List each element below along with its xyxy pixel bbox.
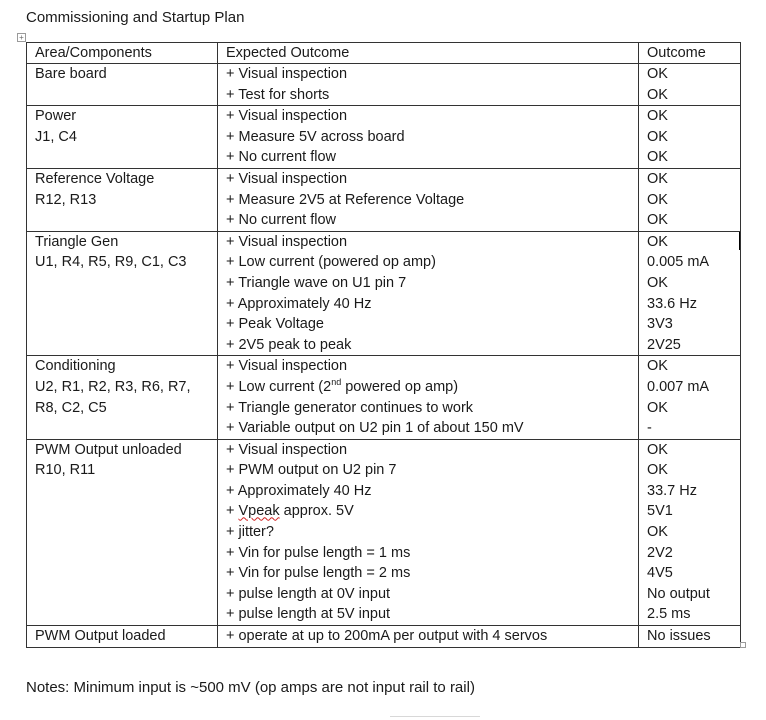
outcome-value: No issues bbox=[647, 628, 711, 645]
ordinal-suffix: nd bbox=[331, 377, 342, 388]
area-label: Power bbox=[35, 108, 77, 125]
expected-item: + jitter? bbox=[226, 524, 274, 541]
outcome-value: OK bbox=[647, 170, 668, 187]
expected-cell[interactable] bbox=[218, 356, 639, 439]
outcome-value: OK bbox=[647, 212, 668, 229]
expected-item: + Measure 2V5 at Reference Voltage bbox=[226, 191, 465, 208]
expected-item: + PWM output on U2 pin 7 bbox=[226, 462, 397, 479]
outcome-value: OK bbox=[647, 399, 668, 416]
expected-item: + Triangle generator continues to work bbox=[226, 399, 474, 416]
area-components: R12, R13 bbox=[35, 191, 97, 208]
outcome-value: 33.6 Hz bbox=[647, 295, 697, 312]
area-label: Bare board bbox=[35, 66, 107, 82]
outcome-value: 5V1 bbox=[647, 503, 673, 520]
outcome-value: OK bbox=[647, 462, 668, 479]
outcome-value: OK bbox=[647, 524, 668, 541]
table-row bbox=[27, 626, 741, 648]
table-row bbox=[27, 168, 741, 231]
header-expected[interactable]: Expected Outcome bbox=[218, 43, 639, 64]
area-components: R8, C2, C5 bbox=[35, 399, 107, 416]
expected-item: + Approximately 40 Hz bbox=[226, 295, 372, 312]
expected-item: + pulse length at 5V input bbox=[226, 606, 391, 623]
commissioning-table bbox=[26, 42, 741, 648]
area-cell[interactable] bbox=[27, 356, 218, 439]
outcome-value: OK bbox=[647, 149, 668, 166]
area-components: U1, R4, R5, R9, C1, C3 bbox=[35, 254, 187, 271]
expected-item: + Vin for pulse length = 1 ms bbox=[226, 544, 411, 561]
table-row bbox=[27, 231, 741, 356]
area-cell[interactable] bbox=[27, 106, 218, 169]
expected-item: + No current flow bbox=[226, 212, 337, 229]
outcome-value: 33.7 Hz bbox=[647, 482, 697, 499]
expected-item: + Approximately 40 Hz bbox=[226, 482, 372, 499]
table-row bbox=[27, 106, 741, 169]
outcome-value: 2V2 bbox=[647, 544, 673, 561]
outcome-cell[interactable] bbox=[639, 626, 741, 648]
expected-item: + No current flow bbox=[226, 149, 337, 166]
outcome-cell[interactable] bbox=[639, 356, 741, 439]
area-label: Reference Voltage bbox=[35, 170, 155, 187]
area-cell[interactable] bbox=[27, 64, 218, 106]
area-cell[interactable] bbox=[27, 231, 218, 356]
outcome-cell[interactable] bbox=[639, 168, 741, 231]
expected-item: + Measure 5V across board bbox=[226, 128, 405, 145]
expected-item-text: + bbox=[226, 503, 239, 520]
area-label: Conditioning bbox=[35, 358, 116, 375]
outcome-value: OK bbox=[647, 274, 668, 291]
move-handle-icon[interactable]: + bbox=[17, 33, 26, 42]
outcome-value: OK bbox=[647, 86, 668, 103]
expected-item-tail: powered op amp) bbox=[341, 378, 459, 395]
outcome-value: 3V3 bbox=[647, 316, 673, 333]
expected-item bbox=[226, 377, 638, 398]
header-area[interactable]: Area/Components bbox=[27, 43, 218, 64]
outcome-cell[interactable] bbox=[639, 64, 741, 106]
expected-cell[interactable] bbox=[218, 231, 639, 356]
area-label: PWM Output loaded bbox=[35, 628, 166, 645]
outcome-cell[interactable] bbox=[639, 106, 741, 169]
table-row bbox=[27, 439, 741, 625]
expected-item bbox=[226, 501, 638, 522]
outcome-value: 2.5 ms bbox=[647, 606, 691, 623]
outcome-value: OK bbox=[647, 233, 668, 250]
expected-item: + Vin for pulse length = 2 ms bbox=[226, 565, 411, 582]
expected-item: + Visual inspection bbox=[226, 108, 348, 125]
area-components: J1, C4 bbox=[35, 128, 77, 145]
expected-item: + Visual inspection bbox=[226, 358, 348, 375]
outcome-value: 0.007 mA bbox=[647, 378, 710, 395]
outcome-cell[interactable] bbox=[639, 439, 741, 625]
outcome-value: OK bbox=[647, 358, 668, 375]
table-row bbox=[27, 356, 741, 439]
table-resize-handle[interactable] bbox=[740, 642, 746, 648]
table-header-row bbox=[27, 43, 741, 64]
expected-cell[interactable] bbox=[218, 106, 639, 169]
expected-item-tail: approx. 5V bbox=[279, 503, 354, 520]
expected-cell[interactable] bbox=[218, 439, 639, 625]
expected-item: + Visual inspection bbox=[226, 441, 348, 458]
expected-item: + 2V5 peak to peak bbox=[226, 336, 352, 353]
expected-item: + Low current (powered op amp) bbox=[226, 254, 436, 271]
expected-item: + Visual inspection bbox=[226, 233, 348, 250]
area-cell[interactable] bbox=[27, 168, 218, 231]
expected-item: + Visual inspection bbox=[226, 170, 348, 187]
page-divider bbox=[390, 716, 480, 717]
outcome-value: - bbox=[647, 420, 652, 437]
document-title: Commissioning and Startup Plan bbox=[26, 9, 245, 26]
expected-item: + Triangle wave on U1 pin 7 bbox=[226, 274, 407, 291]
area-cell[interactable] bbox=[27, 626, 218, 648]
expected-item: + Visual inspection bbox=[226, 66, 348, 82]
area-components: U2, R1, R2, R3, R6, R7, bbox=[35, 378, 191, 395]
outcome-value: No output bbox=[647, 585, 710, 602]
area-cell[interactable] bbox=[27, 439, 218, 625]
expected-cell[interactable] bbox=[218, 626, 639, 648]
outcome-value: OK bbox=[647, 128, 668, 145]
area-components: R10, R11 bbox=[35, 462, 96, 479]
notes-paragraph: Notes: Minimum input is ~500 mV (op amps are not input rail to rail) bbox=[26, 679, 475, 696]
expected-cell[interactable] bbox=[218, 168, 639, 231]
header-outcome[interactable]: Outcome bbox=[639, 43, 741, 64]
expected-item: + pulse length at 0V input bbox=[226, 585, 391, 602]
spellcheck-word[interactable]: Vpeak bbox=[238, 503, 280, 520]
expected-item: + Test for shorts bbox=[226, 86, 330, 103]
expected-item: + Peak Voltage bbox=[226, 316, 324, 333]
expected-item: + operate at up to 200mA per output with 4 servos bbox=[226, 628, 548, 645]
outcome-value: OK bbox=[647, 441, 668, 458]
expected-cell[interactable] bbox=[218, 64, 639, 106]
outcome-value: 0.005 mA bbox=[647, 254, 710, 271]
outcome-value: 4V5 bbox=[647, 565, 673, 582]
expected-item-text: + Low current (2 bbox=[226, 378, 332, 395]
outcome-value: 2V25 bbox=[647, 336, 681, 353]
area-label: PWM Output unloaded bbox=[35, 441, 182, 458]
table-row bbox=[27, 64, 741, 106]
area-label: Triangle Gen bbox=[35, 233, 119, 250]
outcome-value: OK bbox=[647, 66, 668, 82]
expected-item: + Variable output on U2 pin 1 of about 150 mV bbox=[226, 420, 524, 437]
outcome-cell[interactable] bbox=[639, 231, 741, 356]
outcome-value: OK bbox=[647, 108, 668, 125]
outcome-value: OK bbox=[647, 191, 668, 208]
